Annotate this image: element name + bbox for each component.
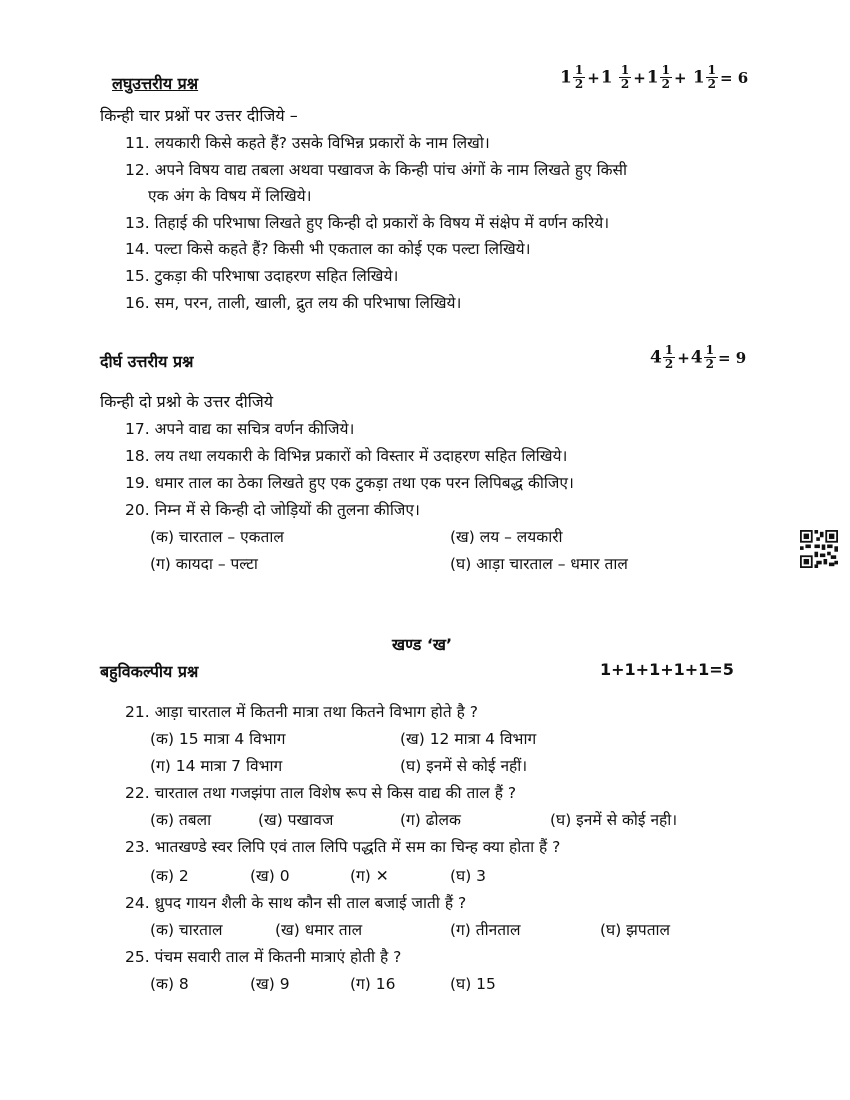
q25-option-gha: (घ) 15 xyxy=(450,975,496,993)
q25-option-kha: (ख) 9 xyxy=(250,975,290,993)
short-answer-instruction: किन्ही चार प्रश्नों पर उत्तर दीजिये – xyxy=(100,106,298,125)
q22-option-ga: (ग) ढोलक xyxy=(400,811,461,829)
question-15: 15. टुकड़ा की परिभाषा उदाहरण सहित लिखिये। xyxy=(125,267,399,285)
q23-option-ga: (ग) ✕ xyxy=(350,867,389,885)
question-20: 20. निम्न में से किन्ही दो जोड़ियों की तुलना कीजिए। xyxy=(125,501,420,519)
question-12: 12. अपने विषय वाद्य तबला अथवा पखावज के किन्ही पांच अंगों के नाम लिखते हुए किसी xyxy=(125,161,627,179)
pair-gha: (घ) आड़ा चारताल – धमार ताल xyxy=(450,555,628,573)
q24-option-ga: (ग) तीनताल xyxy=(450,921,521,939)
q24-option-kha: (ख) धमार ताल xyxy=(275,921,363,939)
q25-option-ka: (क) 8 xyxy=(150,975,189,993)
question-18: 18. लय तथा लयकारी के विभिन्न प्रकारों को विस्तार में उदाहरण सहित लिखिये। xyxy=(125,447,568,465)
q23-option-ka: (क) 2 xyxy=(150,867,189,885)
question-16: 16. सम, परन, ताली, खाली, द्रुत लय की परिभाषा लिखिये। xyxy=(125,294,462,312)
question-24: 24. ध्रुपद गायन शैली के साथ कौन सी ताल बजाई जाती हैं ? xyxy=(125,894,467,912)
question-12-continuation: एक अंग के विषय में लिखिये। xyxy=(148,187,312,205)
question-17: 17. अपने वाद्य का सचित्र वर्णन कीजिये। xyxy=(125,420,355,438)
pair-ga: (ग) कायदा – पल्टा xyxy=(150,555,258,573)
q22-option-gha: (घ) इनमें से कोई नही। xyxy=(550,811,678,829)
pair-ka: (क) चारताल – एकताल xyxy=(150,528,284,546)
q23-option-gha: (घ) 3 xyxy=(450,867,487,885)
mcq-title: बहुविकल्पीय प्रश्न xyxy=(100,662,199,681)
q21-option-ka: (क) 15 मात्रा 4 विभाग xyxy=(150,730,286,748)
short-answer-marks: 1 $\frac{1}{2}$ +1 $\frac{1}{2}$ +1 $\frac{1}{2}$ + 1 $\frac{1}{2}$ = 6 xyxy=(560,63,749,91)
q21-option-ga: (ग) 14 मात्रा 7 विभाग xyxy=(150,757,283,775)
qr-code-icon xyxy=(800,530,838,568)
question-23: 23. भातखण्डे स्वर लिपि एवं ताल लिपि पद्धति में सम का चिन्ह क्या होता हैं ? xyxy=(125,838,561,856)
mcq-marks: 1+1+1+1+1=5 xyxy=(600,660,734,679)
question-19: 19. धमार ताल का ठेका लिखते हुए एक टुकड़ा तथा एक परन लिपिबद्ध कीजिए। xyxy=(125,474,574,492)
long-answer-title: दीर्घ उत्तरीय प्रश्न xyxy=(100,352,194,371)
question-13: 13. तिहाई की परिभाषा लिखते हुए किन्ही दो प्रकारों के विषय में संक्षेप में वर्णन करिये। xyxy=(125,214,610,232)
q24-option-gha: (घ) झपताल xyxy=(600,921,671,939)
pair-kha: (ख) लय – लयकारी xyxy=(450,528,563,546)
long-answer-marks: 4 $\frac{1}{2}$ +4 $\frac{1}{2}$ = 9 xyxy=(650,343,747,371)
question-14: 14. पल्टा किसे कहते हैं? किसी भी एकताल का कोई एक पल्टा लिखिये। xyxy=(125,240,531,258)
q21-option-gha: (घ) इनमें से कोई नहीं। xyxy=(400,757,528,775)
q24-option-ka: (क) चारताल xyxy=(150,921,223,939)
question-21: 21. आड़ा चारताल में कितनी मात्रा तथा कितने विभाग होते है ? xyxy=(125,703,478,721)
long-answer-instruction: किन्ही दो प्रश्नो के उत्तर दीजिये xyxy=(100,392,274,411)
q21-option-kha: (ख) 12 मात्रा 4 विभाग xyxy=(400,730,537,748)
question-25: 25. पंचम सवारी ताल में कितनी मात्राएं होती है ? xyxy=(125,948,402,966)
q23-option-kha: (ख) 0 xyxy=(250,867,290,885)
question-22: 22. चारताल तथा गजझंपा ताल विशेष रूप से किस वाद्य की ताल हैं ? xyxy=(125,784,517,802)
q22-option-kha: (ख) पखावज xyxy=(258,811,334,829)
short-answer-title: लघुउत्तरीय प्रश्न xyxy=(112,74,199,93)
question-11: 11. लयकारी किसे कहते हैं? उसके विभिन्न प्रकारों के नाम लिखो। xyxy=(125,134,490,152)
section-b-title: खण्ड ‘ख’ xyxy=(392,635,453,654)
q25-option-ga: (ग) 16 xyxy=(350,975,396,993)
q22-option-ka: (क) तबला xyxy=(150,811,212,829)
